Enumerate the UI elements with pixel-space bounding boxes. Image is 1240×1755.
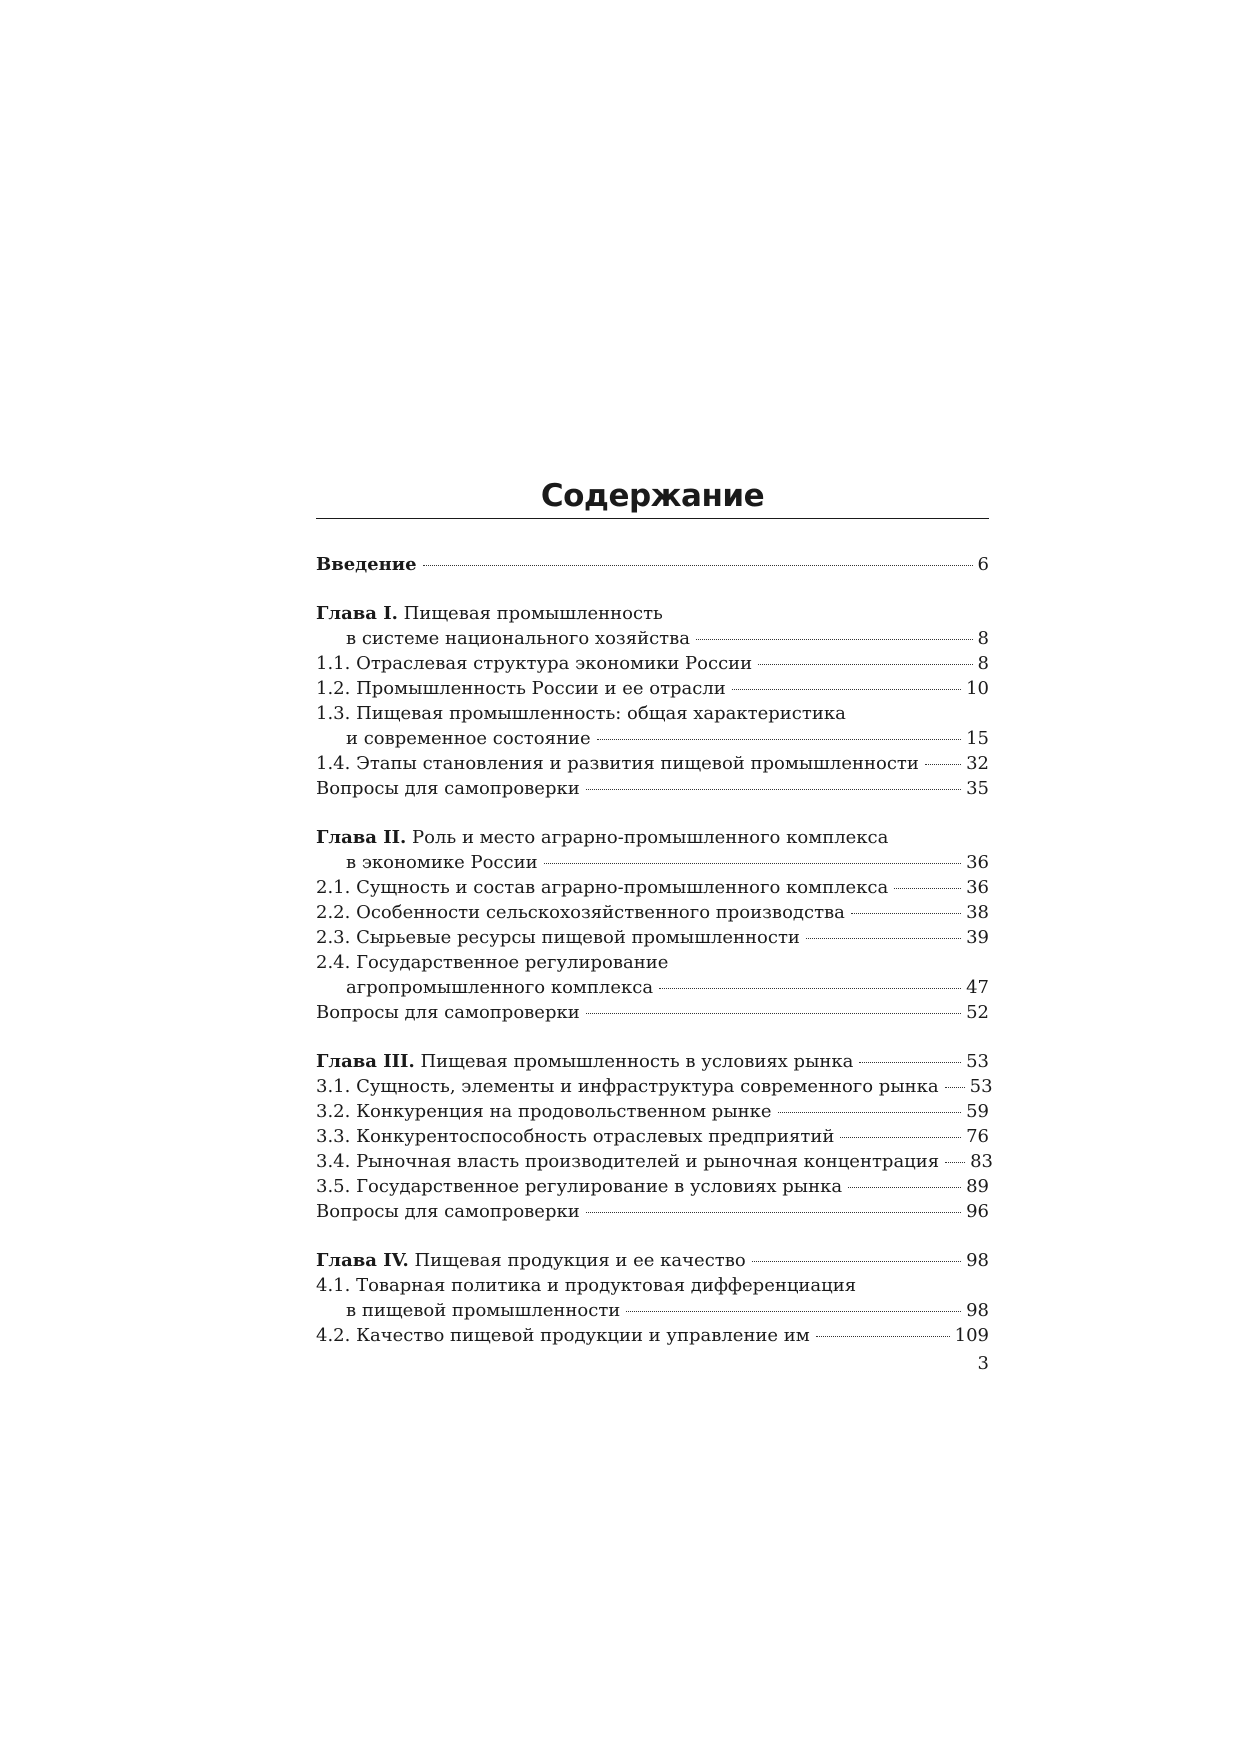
- entry-text: 4.1. Товарная политика и продуктовая дифференциация: [316, 1275, 857, 1296]
- page-ref: 98: [966, 1250, 989, 1271]
- toc-entry[interactable]: [316, 1099, 989, 1124]
- page-ref: 98: [966, 1300, 989, 1321]
- toc-entry[interactable]: [316, 1149, 994, 1174]
- chapter-label: Глава I.: [316, 603, 398, 624]
- entry-text: 3.1. Сущность, элементы и инфраструктура современного рынка: [316, 1076, 939, 1097]
- chapter-2-heading[interactable]: [316, 825, 989, 850]
- chapter-4-heading[interactable]: [316, 1248, 989, 1273]
- dot-leader: [945, 1162, 965, 1163]
- entry-text: 1.3. Пищевая промышленность: общая характеристика: [316, 703, 846, 724]
- entry-text: 2.3. Сырьевые ресурсы пищевой промышленности: [316, 927, 800, 948]
- dot-leader: [945, 1087, 965, 1088]
- dot-leader: [752, 1261, 961, 1262]
- toc-entry[interactable]: [316, 1199, 989, 1224]
- toc-entry[interactable]: [316, 875, 989, 900]
- page-ref: 35: [966, 778, 989, 799]
- entry-text: и современное состояние: [346, 728, 591, 749]
- entry-text: 1.1. Отраслевая структура экономики России: [316, 653, 753, 674]
- page-ref: 39: [966, 927, 989, 948]
- dot-leader: [732, 689, 961, 690]
- entry-text: в пищевой промышленности: [346, 1300, 621, 1321]
- dot-leader: [423, 565, 973, 566]
- dot-leader: [626, 1311, 961, 1312]
- entry-text: 2.1. Сущность и состав аграрно-промышленного комплекса: [316, 877, 889, 898]
- entry-text: 1.2. Промышленность России и ее отрасли: [316, 678, 726, 699]
- toc-entry[interactable]: [316, 1074, 993, 1099]
- page-ref: 36: [966, 852, 989, 873]
- page-title: Содержание: [540, 478, 765, 514]
- page-ref: 59: [966, 1101, 989, 1122]
- toc-entry[interactable]: [316, 651, 989, 676]
- chapter-label: Глава III.: [316, 1051, 415, 1072]
- dot-leader: [778, 1112, 962, 1113]
- dot-leader: [806, 938, 961, 939]
- dot-leader: [816, 1336, 950, 1337]
- dot-leader: [859, 1062, 961, 1063]
- entry-text: агропромышленного комплекса: [346, 977, 654, 998]
- toc-entry[interactable]: [316, 776, 989, 801]
- toc-entry[interactable]: [316, 1000, 989, 1025]
- page-ref: 38: [966, 902, 989, 923]
- entry-text: Вопросы для самопроверки: [316, 1002, 580, 1023]
- page-ref: 8: [977, 653, 989, 674]
- dot-leader: [925, 764, 961, 765]
- page-ref: 15: [966, 728, 989, 749]
- page-ref: 76: [966, 1126, 989, 1147]
- table-of-contents: [316, 552, 994, 1348]
- title-rule: [316, 518, 989, 519]
- dot-leader: [840, 1137, 961, 1138]
- page-ref: 52: [966, 1002, 989, 1023]
- entry-text: 4.2. Качество пищевой продукции и управление им: [316, 1325, 810, 1346]
- page-ref: 83: [970, 1151, 994, 1172]
- chapter-title-cont: в системе национального хозяйства: [346, 628, 690, 649]
- page-ref: 109: [954, 1325, 989, 1346]
- dot-leader: [597, 739, 961, 740]
- chapter-title-cont: в экономике России: [346, 852, 538, 873]
- toc-entry[interactable]: [316, 925, 989, 950]
- entry-text: 2.4. Государственное регулирование: [316, 952, 669, 973]
- entry-text: 2.2. Особенности сельскохозяйственного производства: [316, 902, 845, 923]
- page-ref: 8: [977, 628, 989, 649]
- page-ref: 10: [966, 678, 989, 699]
- toc-entry[interactable]: [316, 701, 989, 726]
- dot-leader: [894, 888, 961, 889]
- toc-entry[interactable]: [316, 1174, 989, 1199]
- page-ref: 53: [966, 1051, 989, 1072]
- toc-entry[interactable]: [316, 950, 989, 975]
- dot-leader: [659, 988, 961, 989]
- chapter-title: Пищевая промышленность: [397, 603, 663, 624]
- entry-text: 3.4. Рыночная власть производителей и рыночная концентрация: [316, 1151, 940, 1172]
- toc-entry-cont[interactable]: [316, 1298, 989, 1323]
- entry-text: 3.3. Конкурентоспособность отраслевых предприятий: [316, 1126, 835, 1147]
- chapter-1-heading-cont[interactable]: [316, 626, 989, 651]
- entry-text: Вопросы для самопроверки: [316, 1201, 580, 1222]
- dot-leader: [586, 1212, 961, 1213]
- entry-text: 3.5. Государственное регулирование в условиях рынка: [316, 1176, 843, 1197]
- dot-leader: [586, 1013, 961, 1014]
- toc-entry[interactable]: [316, 751, 989, 776]
- entry-text: 3.2. Конкуренция на продовольственном рынке: [316, 1101, 772, 1122]
- page-ref: 96: [966, 1201, 989, 1222]
- chapter-label: Глава IV.: [316, 1250, 409, 1271]
- dot-leader: [851, 913, 961, 914]
- chapter-title: Пищевая промышленность в условиях рынка: [414, 1051, 854, 1072]
- chapter-2-heading-cont[interactable]: [316, 850, 989, 875]
- page-ref: 89: [966, 1176, 989, 1197]
- dot-leader: [758, 664, 972, 665]
- toc-entry[interactable]: [316, 676, 989, 701]
- page-ref: 53: [969, 1076, 993, 1097]
- page-ref: 36: [966, 877, 989, 898]
- chapter-title: Пищевая продукция и ее качество: [408, 1250, 746, 1271]
- page-number: 3: [977, 1353, 989, 1374]
- entry-text: Вопросы для самопроверки: [316, 778, 580, 799]
- chapter-title: Роль и место аграрно-промышленного комплекса: [406, 827, 889, 848]
- toc-entry[interactable]: [316, 1323, 989, 1348]
- entry-text: 1.4. Этапы становления и развития пищевой промышленности: [316, 753, 919, 774]
- dot-leader: [586, 789, 961, 790]
- toc-entry[interactable]: [316, 1124, 989, 1149]
- chapter-3-heading[interactable]: [316, 1049, 989, 1074]
- intro-label: Введение: [316, 554, 417, 575]
- dot-leader: [848, 1187, 961, 1188]
- dot-leader: [544, 863, 962, 864]
- page-ref: 47: [966, 977, 989, 998]
- toc-entry-cont[interactable]: [316, 975, 989, 1000]
- chapter-1-heading[interactable]: [316, 601, 989, 626]
- page-ref: 6: [977, 554, 989, 575]
- toc-entry-cont[interactable]: [316, 726, 989, 751]
- toc-entry-intro[interactable]: [316, 552, 989, 577]
- page-ref: 32: [966, 753, 989, 774]
- toc-entry[interactable]: [316, 1273, 989, 1298]
- dot-leader: [696, 639, 973, 640]
- chapter-label: Глава II.: [316, 827, 407, 848]
- toc-entry[interactable]: [316, 900, 989, 925]
